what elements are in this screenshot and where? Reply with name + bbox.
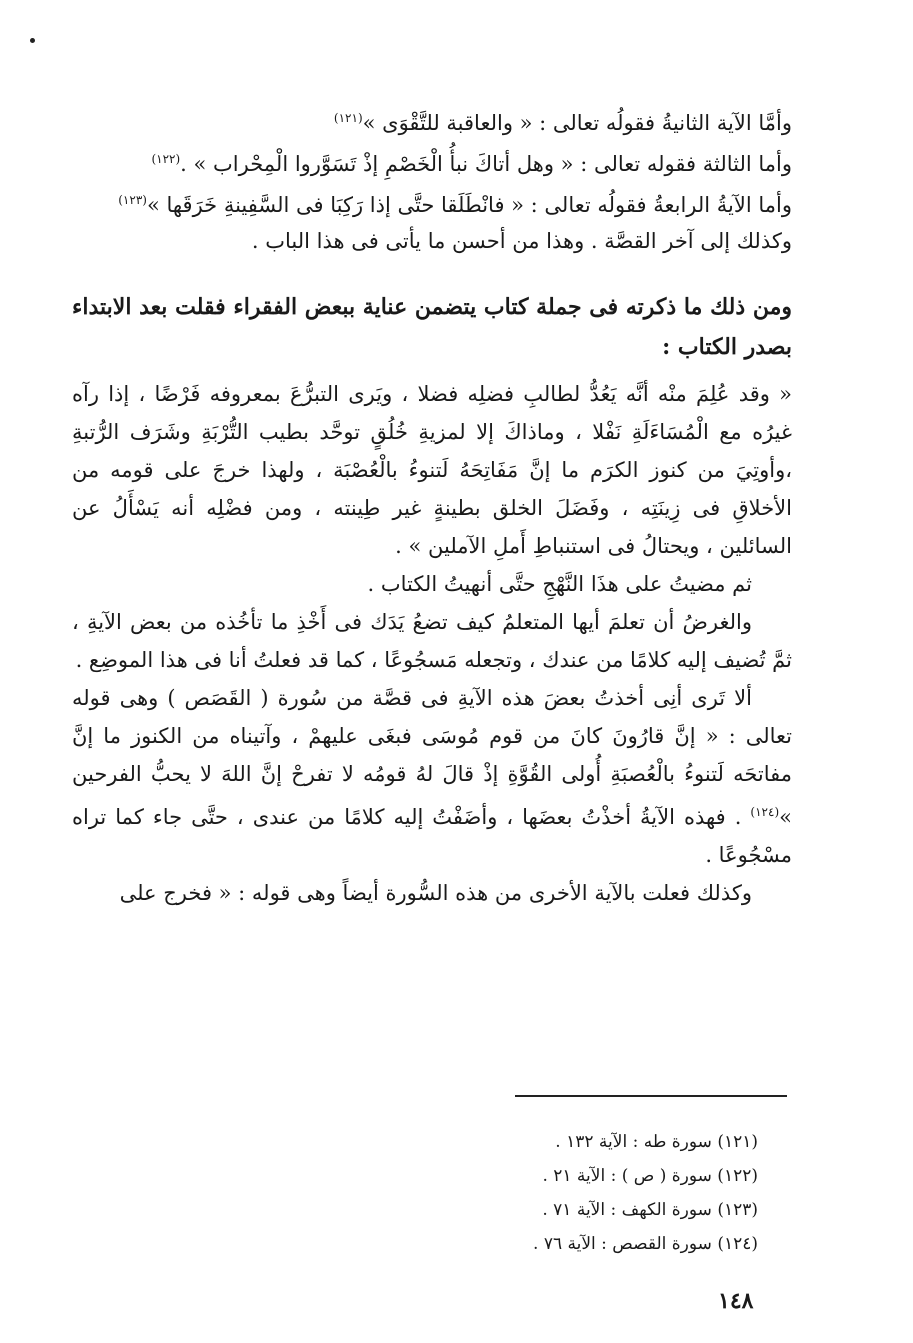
footnote-ref-123: (١٢٣) — [118, 193, 147, 207]
intro-line-2: وأما الثالثة فقوله تعالى : « وهل أتاكَ نبأُ الْخَصْمِ إذْ تَسَوَّروا الْمِحْراب » .$^{(١٢٢)}$ — [151, 152, 792, 176]
page-number: ١٤٨ — [718, 1288, 754, 1314]
paragraph-3: والغرضُ أن تعلمَ أيها المتعلمُ كيف تضعُ يَدَك فى أَخْذِ ما تأخُذه من بعض الآيةِ ، ثمَّ تُضيف إليه كلامًا من عندك ، وتجعله مَسجُوعًا ، كما قد فعلتُ أنا فى هذا الموضِع . — [72, 610, 792, 672]
footnote-124: (١٢٤) سورة القصص : الآية ٧٦ . — [533, 1234, 758, 1254]
page-body — [72, 100, 792, 912]
paragraph-4: ألا تَرى أنِى أخذتُ بعضَ هذه الآيةِ فى قصَّة من سُورة ( القَصَص ) وهى قوله تعالى : « إنَّ قارُونَ كانَ من قوم مُوسَى فبغَى عليهمْ ، وآتيناه من الكنوز ما إنَّ مفاتحَه لَتنوءُ بالْعُصبَةِ أُولى القُوَّةِ إذْ قالَ لهُ قومُه لا تفرحْ إنَّ اللهَ لا يحبُّ الفرحين »$^{(١٢٤)}$ . فهذه الآيةُ أخذْتُ بعضَها ، وأضَفْتُ إليه كلامًا من عندى ، حتَّى جاء كما تراه مسْجُوعًا . — [72, 686, 792, 867]
paragraph-5: وكذلك فعلت بالآية الأخرى من هذه السُّورة أيضاً وهى قوله : « فخرج على — [119, 881, 752, 905]
footnote-123: (١٢٣) سورة الكهف : الآية ٧١ . — [542, 1200, 758, 1220]
intro-line-3: وأما الآيةُ الرابعةُ فقولُه تعالى : « فانْطَلَقا حتَّى إذا رَكِبَا فى السَّفِينةِ خَرَقَها »$^{(١٢٣)}$ — [118, 193, 792, 217]
footnote-divider — [515, 1095, 787, 1097]
footnote-ref-124: (١٢٤) — [750, 805, 780, 819]
body-paragraphs — [72, 375, 792, 912]
paragraph-2: ثم مضيتُ على هذَا النَّهْجِ حتَّى أنهيتُ الكتاب . — [367, 572, 752, 596]
footnote-121: (١٢١) سورة طه : الآية ١٣٢ . — [555, 1132, 758, 1152]
quote-paragraph: « وقد عُلِمَ منْه أنَّه يَعُدُّ لطالبِ فضلِه فضلا ، ويَرى التبرُّعَ بمعروفه فَرْضًا ، إذا رآه غيرُه مع الْمُسَاءَلَةِ نَفْلا ، وماذاكَ إلا لمزيةِ خُلُقٍ توحَّد بطيب التُّرْبَةِ وشَرَف الرُّتبةِ ،وأوتِيَ من كنوز الكرَم ما إنَّ مَفَاتِحَهُ لَتنوءُ بالْعُصْبَة ، ولهذا خرجَ على قومه من الأخلاقِ فى زِينَتِه ، وفَضَلَ الخلق بطينةٍ غير طِينته ، ومن فضْلِه أنه يَسْأَلُ عن السائلين ، ويحتالُ فى استنباطِ أَملِ الآملين » . — [72, 382, 792, 558]
stray-mark — [30, 38, 35, 43]
footnote-ref-122: (١٢٢) — [151, 152, 181, 166]
section-heading: ومن ذلك ما ذكرته فى جملة كتاب يتضمن عناية ببعض الفقراء فقلت بعد الابتداء بصدر الكتاب : — [72, 294, 792, 360]
footnote-ref-121: (١٢١) — [333, 111, 363, 125]
intro-line-1: وأمَّا الآية الثانيةُ فقولُه تعالى : « والعاقبة للتَّقْوَى »$^{(١٢١)}$ — [333, 111, 792, 135]
intro-line-4: وكذلك إلى آخر القصَّة . وهذا من أحسن ما يأتى فى هذا الباب . — [251, 229, 792, 253]
footnotes — [533, 1125, 758, 1261]
footnote-122: (١٢٢) سورة ( ص ) : الآية ٢١ . — [542, 1166, 758, 1186]
